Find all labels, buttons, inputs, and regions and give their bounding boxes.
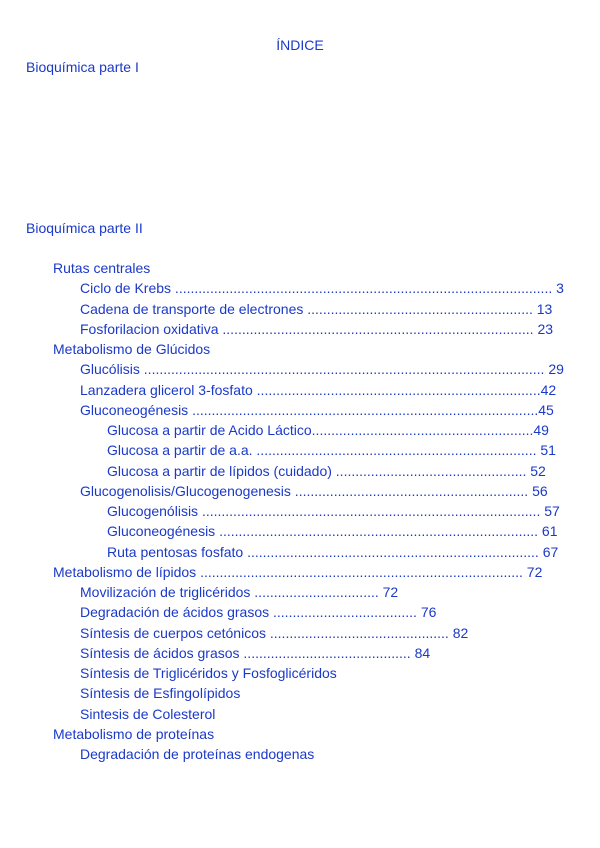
toc-entry[interactable]: Ruta pentosas fosfato ........................................................................... 67 xyxy=(107,544,559,560)
toc-entry[interactable]: Movilización de triglicéridos ................................ 72 xyxy=(80,584,399,600)
toc-entry[interactable]: Degradación de proteínas endogenas xyxy=(80,746,315,762)
toc-entry[interactable]: Síntesis de Triglicéridos y Fosfoglicéridos xyxy=(80,665,337,681)
toc-entry[interactable]: Rutas centrales xyxy=(53,260,151,276)
toc-entry[interactable]: Glucosa a partir de lípidos (cuidado) ................................................. 52 xyxy=(107,463,546,479)
toc-entry[interactable]: Degradación de ácidos grasos ..................................... 76 xyxy=(80,604,437,620)
toc-entry[interactable]: Glucogenolisis/Glucogenogenesis ............................................................ 56 xyxy=(80,483,548,499)
toc-entry[interactable]: Síntesis de cuerpos cetónicos .............................................. 82 xyxy=(80,625,469,641)
toc-entry[interactable]: Glucosa a partir de Acido Láctico.........................................................49 xyxy=(107,422,549,438)
toc-entry[interactable]: Glucosa a partir de a.a. ........................................................................ 51 xyxy=(107,442,556,458)
toc-entry[interactable]: Gluconeogénesis .................................................................................. 61 xyxy=(107,523,558,539)
toc-entry[interactable]: Gluconeogénesis .........................................................................................45 xyxy=(80,402,554,418)
toc-entry[interactable]: Lanzadera glicerol 3-fosfato .........................................................................42 xyxy=(80,382,557,398)
toc-entry[interactable]: Glucólisis ....................................................................................................... 29 xyxy=(80,361,564,377)
toc-entry[interactable]: Síntesis de Esfingolípidos xyxy=(80,685,241,701)
section-heading-part-2: Bioquímica parte II xyxy=(26,220,143,236)
toc-entry[interactable]: Cadena de transporte de electrones .......................................................... 13 xyxy=(80,301,553,317)
toc-entry[interactable]: Glucogenólisis ....................................................................................... 57 xyxy=(107,503,560,519)
toc-entry[interactable]: Metabolismo de Glúcidos xyxy=(53,341,211,357)
toc-entry[interactable]: Metabolismo de proteínas xyxy=(53,726,215,742)
toc-entry[interactable]: Síntesis de ácidos grasos ........................................... 84 xyxy=(80,645,431,661)
toc-entry[interactable]: Ciclo de Krebs ................................................................................................. 3 xyxy=(80,280,564,296)
page-title: ÍNDICE xyxy=(276,37,324,53)
toc-entry[interactable]: Sintesis de Colesterol xyxy=(80,706,216,722)
toc-entry[interactable]: Fosforilacion oxidativa ................................................................................ 23 xyxy=(80,321,554,337)
toc-entry[interactable]: Metabolismo de lípidos ................................................................................... 72 xyxy=(53,564,543,580)
section-heading-part-1: Bioquímica parte I xyxy=(26,59,139,75)
